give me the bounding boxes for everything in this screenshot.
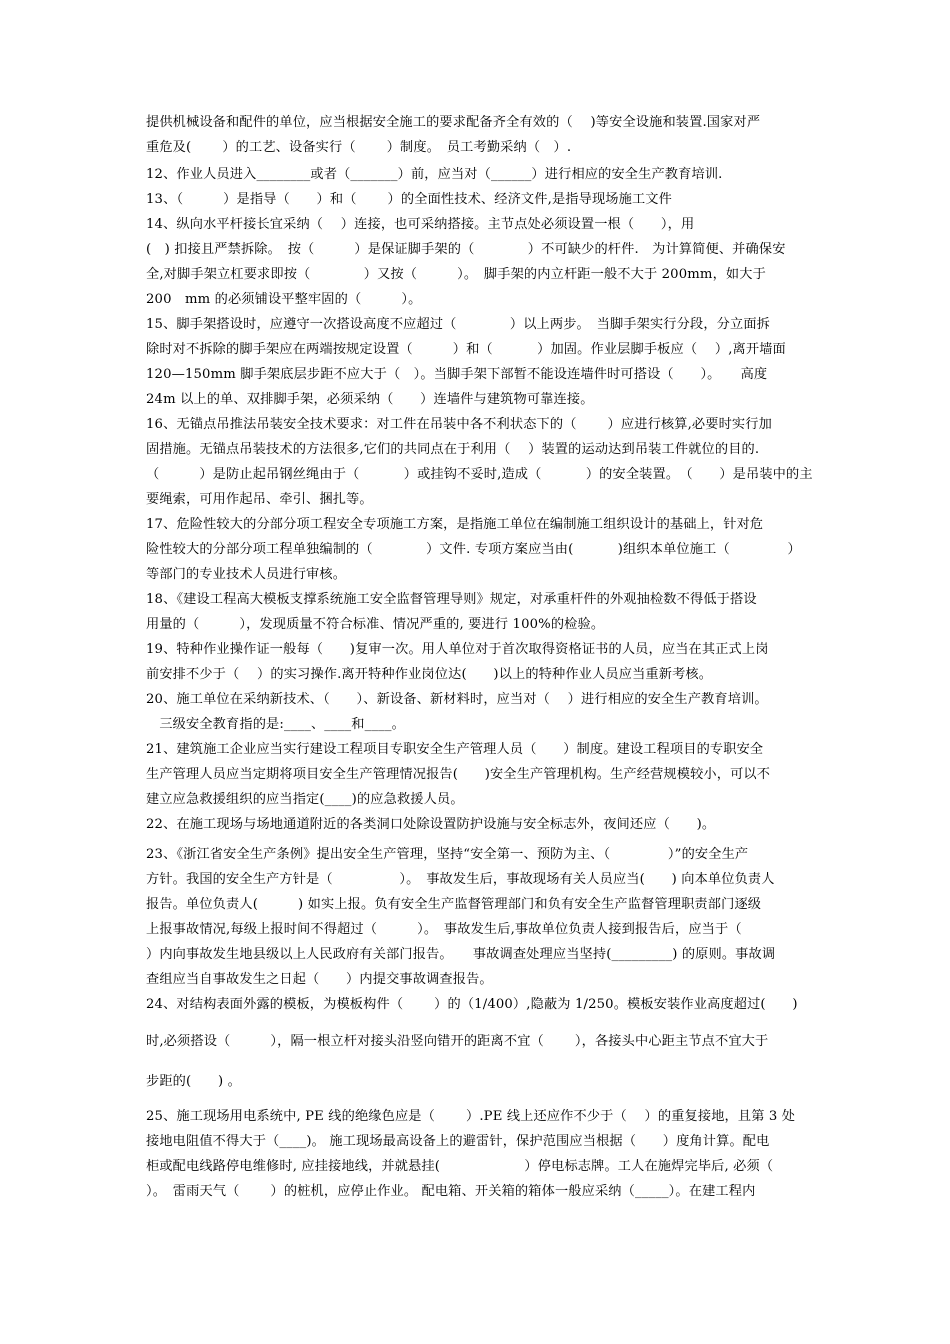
question-16: 16、无锚点吊推法吊装安全技术要求：对工件在吊装中各不利状态下的（ ）应进行核算,必要时实行加 xyxy=(146,417,772,432)
question-23: 23、《浙江省安全生产条例》提出安全生产管理，坚持“安全第一、预防为主、（ ）”的安全生产 xyxy=(146,847,749,862)
text-line: 时,必须搭设（ ），隔一根立杆对接头沿竖向错开的距离不宜（ ），各接头中心距主节点不宜大于 xyxy=(146,1034,769,1049)
text-line: ）内向事故发生地县级以上人民政府有关部门报告。 事故调查处理应当坚持(_________) 的原则。事故调 xyxy=(146,947,776,962)
text-line: 步距的( ) 。 xyxy=(146,1074,241,1089)
text-line: 建立应急救援组织的应当指定(____)的应急救援人员。 xyxy=(146,792,464,807)
text-line: 重危及( ）的工艺、设备实行（ ）制度。 员工考勤采纳（ ）. xyxy=(146,140,572,155)
text-line: 接地电阻值不得大于（____)。 施工现场最高设备上的避雷针，保护范围应当根据（ ）度角计算。配电 xyxy=(146,1134,770,1149)
text-line: 120—150mm 脚手架底层步距不应大于（ ）。当脚手架下部暂不能设连墙件时可搭设（ ）。 高度 xyxy=(146,367,768,382)
text-line: 方针。我国的安全生产方针是（ ）。 事故发生后，事故现场有关人员应当( ) 向本单位负责人 xyxy=(146,872,775,887)
text-line: ( ) 扣接且严禁拆除。 按（ ）是保证脚手架的（ ）不可缺少的杆件. 为计算简便、并确保安 xyxy=(146,242,786,257)
question-22: 22、在施工现场与场地通道附近的各类洞口处除设置防护设施与安全标志外，夜间还应（ )。 xyxy=(146,817,716,832)
question-15: 15、脚手架搭设时，应遵守一次搭设高度不应超过（ ）以上两步。 当脚手架实行分段，分立面拆 xyxy=(146,317,771,332)
question-18: 18、《建设工程高大模板支撑系统施工安全监督管理导则》规定，对承重杆件的外观抽检数不得低于搭设 xyxy=(146,592,757,607)
text-line: 生产管理人员应当定期将项目安全生产管理情况报告( )安全生产管理机构。生产经营规模较小，可以不 xyxy=(146,767,771,782)
text-line: 上报事故情况,每级上报时间不得超过（ ）。 事故发生后,事故单位负责人接到报告后，应当于（ xyxy=(146,922,742,937)
question-14: 14、纵向水平杆接长宜采纳（ ）连接，也可采纳搭接。主节点处必须设置一根（ ），用 xyxy=(146,217,695,232)
question-17: 17、危险性较大的分部分项工程安全专项施工方案，是指施工单位在编制施工组织设计的基础上，针对危 xyxy=(146,517,764,532)
text-line: 固措施。无锚点吊装技术的方法很多,它们的共同点在于利用（ ）装置的运动达到吊装工件就位的目的. xyxy=(146,442,760,457)
text-line: 报告。单位负责人( ) 如实上报。负有安全生产监督管理部门和负有安全生产监督管理职责部门逐级 xyxy=(146,897,762,912)
block-questions-12-22 xyxy=(146,162,818,837)
question-20: 20、施工单位在采纳新技术、（ ）、新设备、新材料时，应当对（ ）进行相应的安全生产教育培训。 xyxy=(146,692,768,707)
text-line: 24m 以上的单、双排脚手架，必须采纳（ ）连墙件与建筑物可靠连接。 xyxy=(146,392,594,407)
block-questions-23-24 xyxy=(146,842,818,1017)
text-line: 除时对不拆除的脚手架应在两端按规定设置（ ）和（ ）加固。作业层脚手板应（ ）,离开墙面 xyxy=(146,342,786,357)
text-line: 险性较大的分部分项工程单独编制的（ ）文件. 专项方案应当由( )组织本单位施工（ ） xyxy=(146,542,801,557)
block-question-25 xyxy=(146,1104,818,1204)
text-line: 三级安全教育指的是:____、____和____。 xyxy=(146,717,405,732)
text-line: 查组应当自事故发生之日起（ ）内提交事故调查报告。 xyxy=(146,972,493,987)
text-line: ）。 雷雨天气（ ）的桩机，应停止作业。 配电箱、开关箱的箱体一般应采纳（_____）。在建工程内 xyxy=(146,1184,756,1199)
text-line: 提供机械设备和配件的单位，应当根据安全施工的要求配备齐全有效的（ )等安全设施和装置.国家对严 xyxy=(146,115,761,130)
block-q24-cont xyxy=(146,1029,818,1054)
text-line: 柜或配电线路停电维修时, 应挂接地线，并就悬挂( ）停电标志牌。工人在施焊完毕后, 必须（ xyxy=(146,1159,774,1174)
text-line: 200 mm 的必须铺设平整牢固的（ ）。 xyxy=(146,292,422,307)
block-intro xyxy=(146,110,818,160)
text-line: （ ）是防止起吊钢丝绳由于（ ）或挂钩不妥时,造成（ ）的安全装置。 （ ）是吊装中的主 xyxy=(146,467,813,482)
text-line: 要绳索，可用作起吊、牵引、捆扎等。 xyxy=(146,492,373,507)
text-line: 用量的（ ），发现质量不符合标准、情况严重的, 要进行 100%的检验。 xyxy=(146,617,605,632)
question-24: 24、对结构表面外露的模板，为模板构件（ ）的（1/400）,隐蔽为 1/250。模板安装作业高度超过( ) xyxy=(146,997,798,1012)
question-12: 12、作业人员进入________或者（_______）前，应当对（______）进行相应的安全生产教育培训. xyxy=(146,167,723,182)
question-25: 25、施工现场用电系统中, PE 线的绝缘色应是（ ）.PE 线上还应作不少于（ ）的重复接地，且第 3 处 xyxy=(146,1109,796,1124)
block-q24-end xyxy=(146,1069,818,1094)
text-line: 全,对脚手架立杠要求即按（ ）又按（ ）。 脚手架的内立杆距一般不大于 200mm，如大于 xyxy=(146,267,766,282)
text-line: 前安排不少于（ ）的实习操作.离开特种作业岗位达( )以上的特种作业人员应当重新考核。 xyxy=(146,667,713,682)
question-13: 13、（ ）是指导（ ）和（ ）的全面性技术、经济文件,是指导现场施工文件 xyxy=(146,192,672,207)
text-line: 等部门的专业技术人员进行审核。 xyxy=(146,567,347,582)
question-21: 21、建筑施工企业应当实行建设工程项目专职安全生产管理人员（ ）制度。建设工程项目的专职安全 xyxy=(146,742,764,757)
question-19: 19、特种作业操作证一般每（ )复审一次。用人单位对于首次取得资格证书的人员，应当在其正式上岗 xyxy=(146,642,769,657)
